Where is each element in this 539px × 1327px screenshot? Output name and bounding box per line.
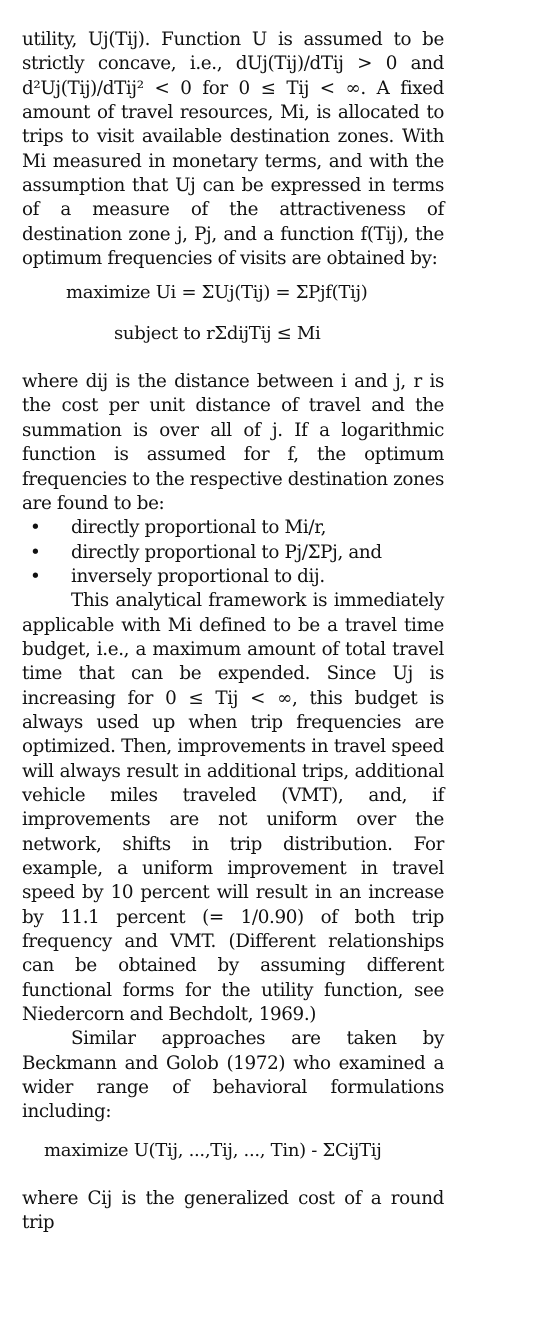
bullet-text-2: directly proportional to Pj/ΣPj, and	[71, 541, 382, 563]
equation-maximize-ui: maximize Ui = ΣUj(Tij) = ΣPjf(Tij)	[66, 282, 368, 304]
paragraph-framework: This analytical framework is immediately applicable with Mi defined to be a travel time budget, i.e., a maximum amount of total travel time that can be expended. Since Uj is increasing for 0 ≤ Tij < ∞, this budget is always used up when trip frequencies are optimized. Then, improvements in travel speed will always result in additional trips, additional vehicle miles traveled (VMT), and, if improvements are not uniform over the network, shifts in trip distribution. For example, a uniform improvement in travel speed by 10 percent will result in an increase by 11.1 percent (= 1/0.90) of both trip frequency and VMT. (Different relationships can be obtained by assuming different functional forms for the utility function, see Niedercorn and Bechdolt, 1969.)	[22, 590, 444, 1026]
equation-maximize-u: maximize U(Tij, ...,Tij, ..., Tin) - ΣCijTij	[44, 1139, 382, 1161]
bullet-marker: •	[30, 565, 41, 587]
document-page	[22, 28, 444, 1236]
paragraph-where-dij: where dij is the distance between i and j, r is the cost per unit distance of travel and the summation is over all of j. If a logarithmic function is assumed for f, the optimum frequencies to the respective destination zones are found to be:	[22, 371, 444, 514]
bullet-text-1: directly proportional to Mi/r,	[71, 517, 327, 539]
bullet-item-3	[22, 565, 444, 589]
paragraph-similar-approaches: Similar approaches are taken by Beckmann and Golob (1972) who examined a wider range of behavioral formulations including:	[22, 1028, 444, 1123]
bullet-marker: •	[30, 517, 41, 539]
bullet-item-1	[22, 516, 444, 540]
paragraph-where-cij: where Cij is the generalized cost of a round trip	[22, 1188, 444, 1234]
bullet-list	[22, 516, 444, 589]
equation-subject-to: subject to rΣdijTij ≤ Mi	[114, 322, 321, 344]
paragraph-intro: utility, Uj(Tij). Function U is assumed to be strictly concave, i.e., dUj(Tij)/dTij > 0 and d²Uj(Tij)/dTij² < 0 for 0 ≤ Tij < ∞. A fixed amount of travel resources, Mi, is allocated to trips to visit available destination zones. With Mi measured in monetary terms, and with the assumption that Uj can be expressed in terms of a measure of the attractiveness of destination zone j, Pj, and a function f(Tij), the optimum frequencies of visits are obtained by:	[22, 29, 444, 270]
bullet-marker: •	[30, 541, 41, 563]
bullet-item-2	[22, 541, 444, 565]
bullet-text-3: inversely proportional to dij.	[71, 565, 325, 587]
